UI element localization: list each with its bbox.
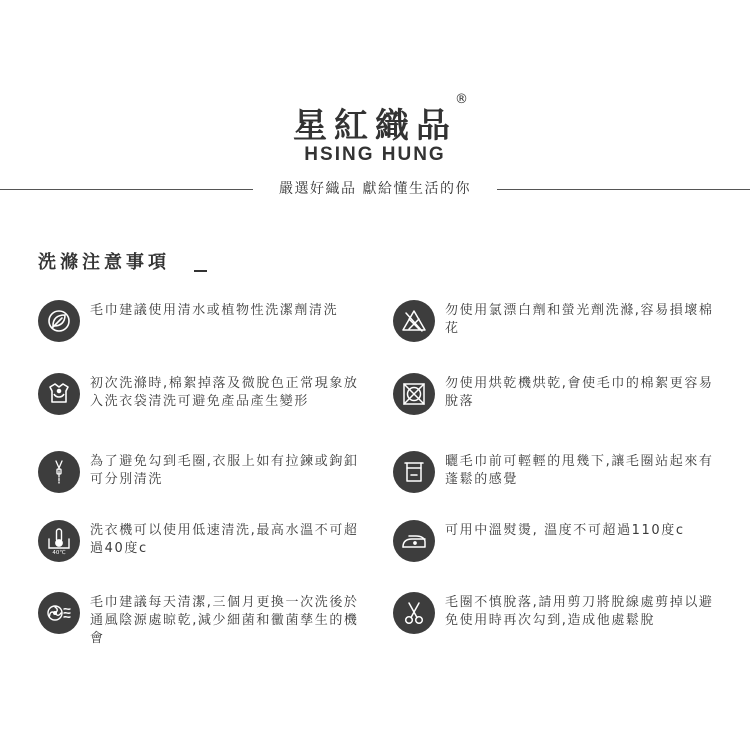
wash-temperature-label: 40℃ bbox=[52, 550, 66, 555]
tip-text: 洗衣機可以使用低速清洗,最高水溫不可超過40度c bbox=[90, 523, 359, 556]
tip-text: 初次洗滌時,棉絮掉落及微脫色正常現象放入洗衣袋清洗可避免產品產生變形 bbox=[90, 376, 359, 409]
no-bleach-icon bbox=[393, 300, 435, 342]
tip-trim-loops bbox=[393, 592, 715, 634]
tip-zipper bbox=[38, 451, 372, 493]
tip-text: 為了避免勾到毛圈,衣服上如有拉鍊或鉤釦可分別清洗 bbox=[90, 454, 359, 487]
scissors-icon bbox=[393, 592, 435, 634]
tip-plant-detergent bbox=[38, 300, 372, 342]
no-tumble-dry-icon bbox=[393, 373, 435, 415]
laundry-bag-icon bbox=[38, 373, 80, 415]
tip-text: 勿使用氯漂白劑和螢光劑洗滌,容易損壞棉花 bbox=[445, 303, 714, 336]
tip-no-tumble-dry bbox=[393, 373, 715, 415]
tip-text: 毛巾建議使用清水或植物性洗潔劑清洗 bbox=[90, 303, 339, 318]
section-title: 洗滌注意事項 bbox=[38, 252, 170, 273]
tip-text: 毛巾建議每天清潔,三個月更換一次洗後於通風陰源處晾乾,減少細菌和黴菌孳生的機會 bbox=[90, 595, 359, 646]
brand-title: 星紅織品 bbox=[293, 106, 457, 146]
registered-mark: ® bbox=[455, 92, 468, 107]
towel-hanging-icon bbox=[393, 451, 435, 493]
tip-shake-towel bbox=[393, 451, 715, 493]
tip-text: 可用中溫熨燙, 溫度不可超過110度c bbox=[445, 523, 685, 538]
brand-romanized-name: HSING HUNG bbox=[304, 144, 446, 165]
slogan: 嚴選好織品 獻給懂生活的你 bbox=[279, 181, 471, 197]
tip-wash-temperature bbox=[38, 520, 372, 562]
tip-no-bleach bbox=[393, 300, 715, 342]
divider-left bbox=[0, 189, 253, 190]
tip-ironing bbox=[393, 520, 715, 562]
tip-text: 毛圈不慎脫落,請用剪刀將脫線處剪掉以避免使用時再次勾到,造成他處鬆脫 bbox=[445, 595, 714, 628]
tip-text: 勿使用烘乾機烘乾,會使毛巾的棉絮更容易脫落 bbox=[445, 376, 714, 409]
tip-text: 曬毛巾前可輕輕的甩幾下,讓毛圈站起來有蓬鬆的感覺 bbox=[445, 454, 714, 487]
tip-air-dry bbox=[38, 592, 372, 648]
iron-icon bbox=[393, 520, 435, 562]
section-title-underscore bbox=[194, 270, 207, 272]
tip-laundry-bag bbox=[38, 373, 372, 415]
fan-air-dry-icon bbox=[38, 592, 80, 634]
leaf-icon bbox=[38, 300, 80, 342]
wash-temperature-icon bbox=[38, 520, 80, 562]
divider-right bbox=[497, 189, 750, 190]
zipper-icon bbox=[38, 451, 80, 493]
